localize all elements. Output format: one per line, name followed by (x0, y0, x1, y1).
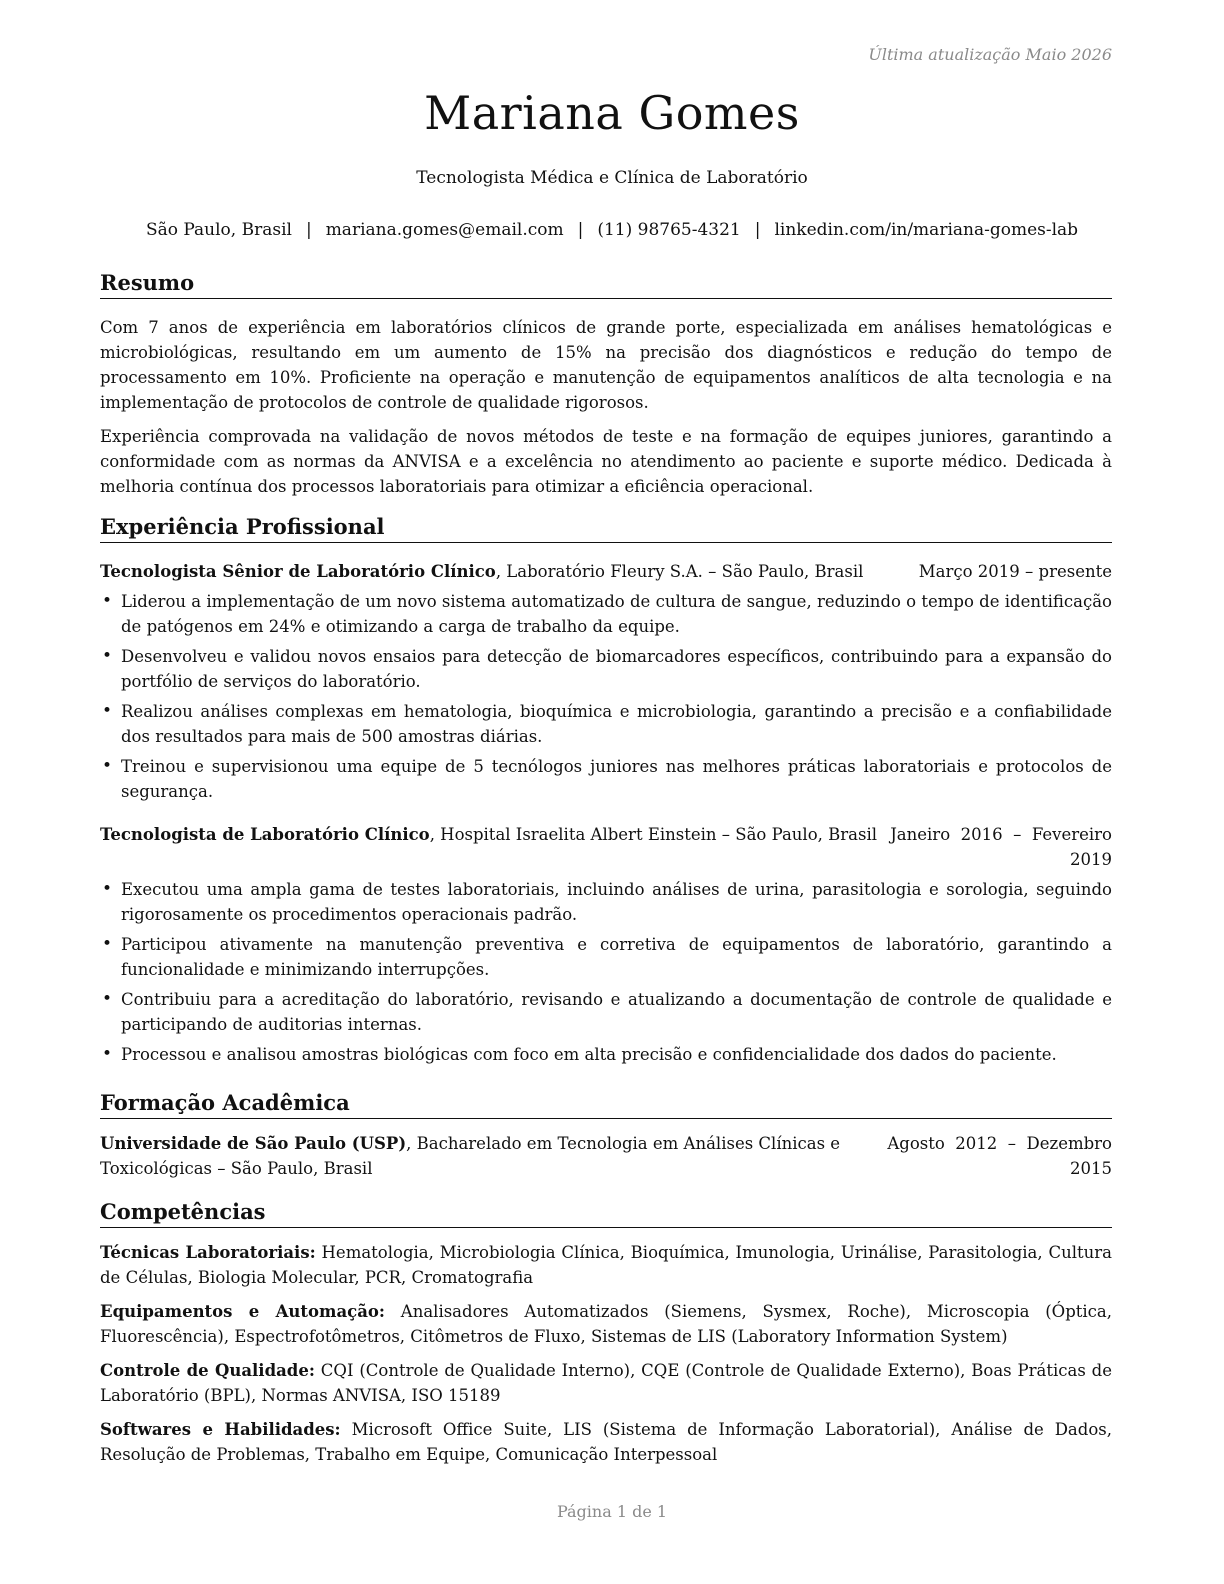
job-org: , Hospital Israelita Albert Einstein – São Paulo, Brasil (429, 825, 877, 844)
skill-item (100, 1417, 1112, 1467)
job-entry (100, 559, 1112, 804)
job-dates: Janeiro 2016 – Fevereiro (890, 825, 1112, 844)
list-item: • Contribuiu para a acreditação do laboratório, revisando e atualizando a documentação de controle de qualidade e participando de auditorias internas. (100, 987, 1112, 1037)
contact-phone: (11) 98765-4321 (597, 220, 741, 240)
summary-section (100, 270, 1112, 499)
skill-label: Controle de Qualidade: (100, 1361, 315, 1380)
skill-text: Analisadores Automatizados (Siemens, Sysmex, Roche), Microscopia (Óptica, Fluorescência), Espectrofotômetros, Citômetros de Fluxo, Sistemas de LIS (Laboratory Information System) (100, 1302, 1112, 1346)
education-entry (100, 1131, 1112, 1156)
summary-paragraph: Experiência comprovada na validação de novos métodos de teste e na formação de equipes juniores, garantindo a conformidade com as normas da ANVISA e a excelência no atendimento ao paciente e suporte médico. Dedicada à melhoria contínua dos processos laboratoriais para otimizar a eficiência operacional. (100, 427, 1112, 496)
skill-text: CQI (Controle de Qualidade Interno), CQE (Controle de Qualidade Externo), Boas Práticas de Laboratório (BPL), Normas ANVISA, ISO 15189 (100, 1361, 1112, 1405)
skills-section (100, 1199, 1112, 1476)
job-entry (100, 822, 1112, 1067)
skill-item (100, 1240, 1112, 1290)
skill-text: Hematologia, Microbiologia Clínica, Bioquímica, Imunologia, Urinálise, Parasitologia, Cultura de Células, Biologia Molecular, PCR, Cromatografia (100, 1243, 1112, 1287)
education-dates-continued: 2015 (1070, 1159, 1112, 1178)
candidate-title: Tecnologista Médica e Clínica de Laboratório (416, 168, 808, 188)
list-item: • Liderou a implementação de um novo sistema automatizado de cultura de sangue, reduzindo o tempo de identificação de patógenos em 24% e otimizando a carga de trabalho da equipe. (100, 589, 1112, 639)
education-dates: Agosto 2012 – Dezembro (887, 1134, 1112, 1153)
education-section (100, 1090, 1112, 1181)
last-updated-note: Última atualização Maio 2026 (868, 45, 1112, 64)
job-dates-continued: 2019 (1070, 850, 1112, 869)
contact-linkedin[interactable]: linkedin.com/in/mariana-gomes-lab (774, 220, 1079, 240)
skill-label: Equipamentos e Automação: (100, 1302, 385, 1321)
skills-heading: Competências (100, 1199, 1112, 1228)
page-number: Página 1 de 1 (556, 1502, 668, 1521)
experience-section (100, 514, 1112, 1072)
skill-text: Microsoft Office Suite, LIS (Sistema de Informação Laboratorial), Análise de Dados, Resolução de Problemas, Trabalho em Equipe, Comunicação Interpessoal (100, 1420, 1112, 1464)
job-role: Tecnologista de Laboratório Clínico (100, 825, 430, 844)
list-item: • Participou ativamente na manutenção preventiva e corretiva de equipamentos de laboratório, garantindo a funcionalidade e minimizando interrupções. (100, 932, 1112, 982)
list-item: • Executou uma ampla gama de testes laboratoriais, incluindo análises de urina, parasitologia e sorologia, seguindo rigorosamente os procedimentos operacionais padrão. (100, 877, 1112, 927)
job-org: , Laboratório Fleury S.A. – São Paulo, Brasil (495, 562, 864, 581)
education-entry-continued (100, 1156, 1112, 1181)
experience-heading: Experiência Profissional (100, 514, 1112, 543)
list-item: • Processou e analisou amostras biológicas com foco em alta precisão e confidencialidade dos dados do paciente. (100, 1042, 1112, 1067)
education-degree-continued: Toxicológicas – São Paulo, Brasil (100, 1159, 373, 1178)
contact-email[interactable]: mariana.gomes@email.com (325, 220, 564, 240)
job-header (100, 822, 1112, 847)
list-item: • Desenvolveu e validou novos ensaios para detecção de biomarcadores específicos, contribuindo para a expansão do portfólio de serviços do laboratório. (100, 644, 1112, 694)
candidate-name: Mariana Gomes (424, 86, 800, 140)
job-header (100, 559, 1112, 584)
job-bullets (100, 877, 1112, 1067)
education-heading: Formação Acadêmica (100, 1090, 1112, 1119)
summary-paragraph: Com 7 anos de experiência em laboratórios clínicos de grande porte, especializada em análises hematológicas e microbiológicas, resultando em um aumento de 15% na precisão dos diagnósticos e redução do tempo de processamento em 10%. Proficiente na operação e manutenção de equipamentos analíticos de alta tecnologia e na implementação de protocolos de controle de qualidade rigorosos. (100, 318, 1112, 412)
contact-separator: | (305, 220, 312, 240)
job-role: Tecnologista Sênior de Laboratório Clínico (100, 562, 496, 581)
list-item: • Realizou análises complexas em hematologia, bioquímica e microbiologia, garantindo a precisão e a confiabilidade dos resultados para mais de 500 amostras diárias. (100, 699, 1112, 749)
education-school: Universidade de São Paulo (USP) (100, 1134, 407, 1153)
contact-separator: | (754, 220, 761, 240)
contact-separator: | (577, 220, 584, 240)
job-dates: Março 2019 – presente (918, 562, 1112, 581)
job-bullets (100, 589, 1112, 804)
skill-label: Softwares e Habilidades: (100, 1420, 341, 1439)
skills-list (100, 1240, 1112, 1467)
education-degree: , Bacharelado em Tecnologia em Análises Clínicas e (406, 1134, 841, 1153)
skill-item (100, 1299, 1112, 1349)
contact-location: São Paulo, Brasil (145, 220, 292, 240)
summary-heading: Resumo (100, 270, 1112, 299)
skill-item (100, 1358, 1112, 1408)
skill-label: Técnicas Laboratoriais: (100, 1243, 316, 1262)
list-item: • Treinou e supervisionou uma equipe de 5 tecnólogos juniores nas melhores práticas laboratoriais e protocolos de segurança. (100, 754, 1112, 804)
contact-line (0, 220, 1224, 240)
